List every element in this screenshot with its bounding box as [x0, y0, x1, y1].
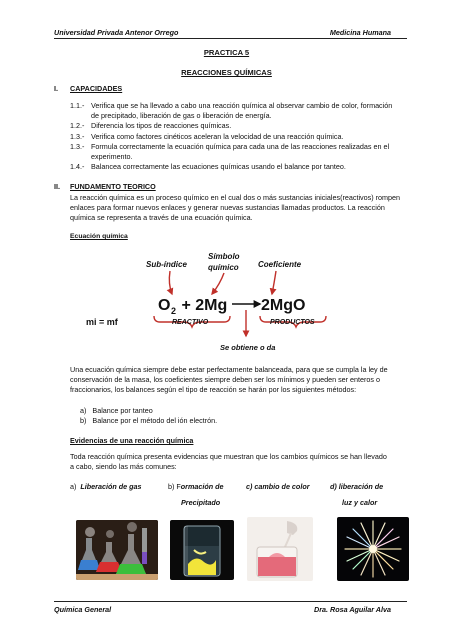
color-change-image [247, 517, 313, 581]
item-number: 1.4.- [70, 162, 85, 172]
item-line: Verifica que se ha llevado a cabo una reacción química al observar cambio de color, formación [91, 101, 393, 110]
simbolo-arrow [212, 273, 224, 294]
evidence-letter: a) [70, 482, 77, 491]
obtiene-label: Se obtiene o da [220, 343, 276, 352]
item-text: Balancea correctamente las ecuaciones químicas usando el balance por tanteo. [91, 162, 346, 172]
evidence-letter: b) F [168, 482, 181, 491]
practice-title: PRACTICA 5 [203, 48, 250, 57]
item-number: 1.2.- [70, 121, 85, 131]
item-text: Balance por el método del ión electrón. [92, 416, 218, 426]
section2-heading: FUNDAMENTO TEORICO [70, 182, 156, 191]
item-line: de precipitado, liberación de gas o liberación de energía. [91, 111, 272, 121]
productos-label: PRODUCTOS [270, 319, 315, 326]
equation-reactant-mg: + 2Mg [177, 297, 228, 314]
reactivo-label: REACTIVO [172, 319, 209, 326]
list-item [70, 162, 410, 172]
methods-list [80, 406, 217, 426]
list-item [80, 406, 217, 416]
header-right: Medicina Humana [329, 28, 391, 37]
paragraph-line: a cabo, siendo las más comunes: [70, 462, 177, 472]
simbolo-label-1: Símbolo [208, 252, 240, 261]
evidence-a [70, 482, 142, 492]
item-letter: a) [80, 406, 87, 415]
equation-heading: Ecuación química [70, 233, 128, 240]
equation-product: 2MgO [261, 297, 306, 314]
evidence-d: d) liberación de [330, 482, 384, 491]
item-text [91, 142, 410, 162]
evidence-text: ormación de [180, 482, 224, 491]
evidence-c: c) cambio de color [246, 482, 310, 491]
equation-diagram [140, 244, 340, 356]
header-left: Universidad Privada Antenor Orrego [54, 28, 179, 37]
paragraph-evidencias [70, 452, 410, 472]
footer-right: Dra. Rosa Aguilar Alva [314, 605, 391, 614]
item-number: 1.3.- [70, 131, 85, 141]
item-text: Diferencia los tipos de reacciones químicas. [91, 121, 232, 131]
mass-conservation-label: mi = mf [86, 317, 118, 327]
light-heat-image [337, 517, 409, 581]
footer-left: Química General [54, 605, 112, 614]
evidencias-heading: Evidencias de una reacción química [70, 436, 194, 445]
coeficiente-arrow [272, 271, 276, 294]
color-change-illustration [247, 517, 313, 581]
evidence-d-line2: luz y calor [342, 498, 378, 507]
section2-num: II. [54, 182, 60, 191]
paragraph-reaccion [70, 193, 410, 224]
item-text [91, 101, 410, 121]
gas-release-image [76, 520, 158, 580]
list-item [80, 416, 217, 426]
section1-num: I. [54, 84, 58, 93]
item-number: 1.1.- [70, 101, 85, 110]
subindice-label: Sub-índice [146, 260, 187, 269]
item-text: Verifica como factores cinéticos aceleran la velocidad de una reacción química. [91, 131, 344, 141]
item-line: Formula correctamente la ecuación química para cada una de las reacciones realizadas en el [91, 141, 390, 151]
header-rule [54, 38, 407, 39]
evidence-b-line2: Precipitado [181, 498, 221, 507]
list-item [70, 142, 410, 162]
subindice-arrow [169, 271, 172, 294]
list-item [70, 101, 410, 121]
equation-subscript: 2 [171, 306, 177, 316]
paragraph-line: enlaces para formar nuevos enlaces y generar nuevas sustancias llamadas productos. La reacción [70, 203, 385, 213]
footer-rule [54, 601, 407, 602]
precipitate-illustration [170, 520, 234, 580]
evidence-b [168, 482, 224, 492]
item-letter: b) [80, 416, 87, 426]
simbolo-label-2: químico [208, 263, 239, 272]
precipitate-image [170, 520, 234, 580]
item-line: experimento. [91, 152, 133, 162]
topic-title: REACCIONES QUÍMICAS [181, 68, 272, 77]
equation-reactant-o: O [158, 297, 171, 314]
paragraph-line: fraccionarios, los balances según el tipo de reacción se harán por los siguientes métodos: [70, 385, 357, 395]
paragraph-line: Toda reacción química presenta evidencias que muestran que los cambios químicos se han llevado [70, 452, 387, 461]
paragraph-balance [70, 365, 410, 396]
list-item [70, 132, 410, 142]
paragraph-line: Una ecuación química siempre debe estar perfectamente balanceada, para que se cumpla la ley de [70, 365, 388, 374]
item-text: Balance por tanteo [92, 406, 153, 415]
item-number: 1.3.- [70, 141, 85, 151]
paragraph-line: conservación de la masa, los coeficientes siempre deben ser los mínimos y pueden ser enteros o [70, 375, 381, 385]
coeficiente-label: Coeficiente [258, 260, 302, 269]
capacidades-list [70, 101, 410, 172]
paragraph-line: química se representa a través de una ecuación química. [70, 213, 253, 223]
flasks-illustration [76, 520, 158, 580]
paragraph-line: La reacción química es un proceso químico en el cual dos o más sustancias iniciales(reactivos) rompen [70, 193, 400, 202]
firework-illustration [337, 517, 409, 581]
section1-heading: CAPACIDADES [70, 84, 123, 93]
evidence-text: Liberación de gas [80, 482, 142, 491]
list-item [70, 121, 410, 131]
